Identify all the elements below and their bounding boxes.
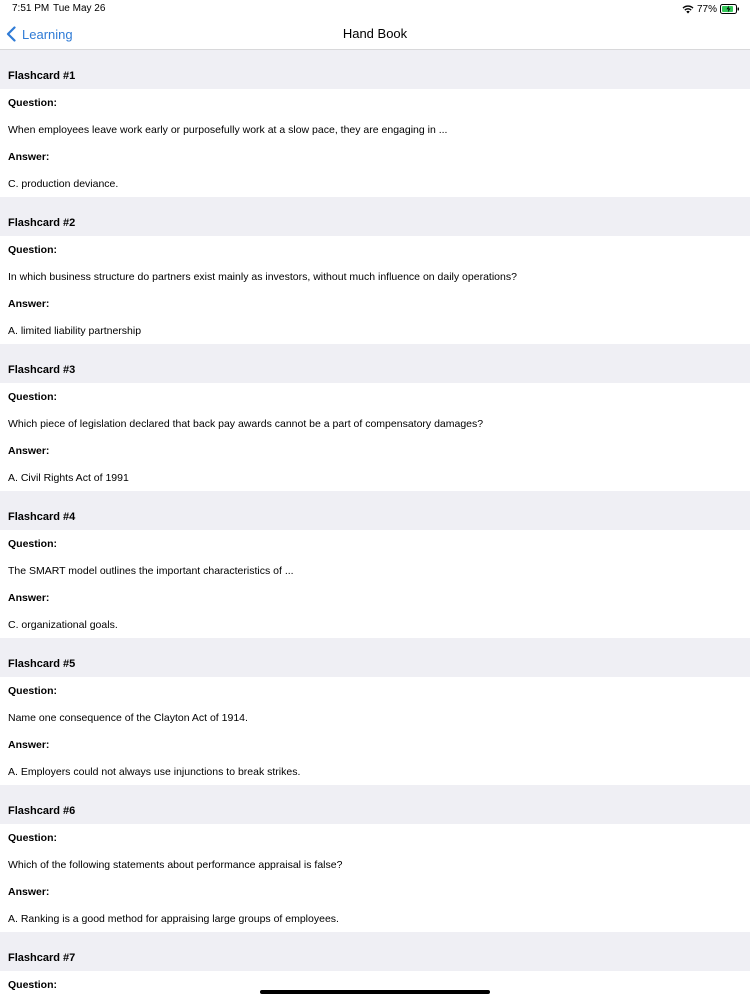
question-text: When employees leave work early or purposefully work at a slow pace, they are engaging in ... xyxy=(8,124,448,136)
answer-text: C. organizational goals. xyxy=(8,619,118,631)
answer-label: Answer: xyxy=(8,445,50,457)
question-label: Question: xyxy=(8,832,57,844)
back-button-label: Learning xyxy=(22,26,73,42)
navigation-bar xyxy=(0,18,750,50)
question-label: Question: xyxy=(8,685,57,697)
question-text: The SMART model outlines the important characteristics of ... xyxy=(8,565,294,577)
flashcard-header xyxy=(0,491,750,530)
flashcard-title: Flashcard #5 xyxy=(8,658,76,670)
question-label: Question: xyxy=(8,391,57,403)
answer-label: Answer: xyxy=(8,886,50,898)
battery-charging-icon xyxy=(720,4,740,14)
answer-label: Answer: xyxy=(8,298,50,310)
question-text: In which business structure do partners exist mainly as investors, without much influence on daily operations? xyxy=(8,271,517,283)
question-row xyxy=(0,704,750,731)
answer-row xyxy=(0,464,750,491)
home-indicator[interactable] xyxy=(260,990,490,994)
status-date: Tue May 26 xyxy=(53,3,106,14)
question-row xyxy=(0,851,750,878)
answer-label-row xyxy=(0,584,750,611)
wifi-icon xyxy=(682,4,694,14)
question-label-row xyxy=(0,530,750,557)
question-row xyxy=(0,116,750,143)
flashcard-header xyxy=(0,785,750,824)
flashcard-header xyxy=(0,50,750,89)
answer-text: A. limited liability partnership xyxy=(8,325,142,337)
answer-row xyxy=(0,758,750,785)
question-row xyxy=(0,557,750,584)
flashcard-header xyxy=(0,197,750,236)
flashcard xyxy=(0,785,750,932)
question-text: Which piece of legislation declared that back pay awards cannot be a part of compensatory damages? xyxy=(8,418,484,430)
answer-text: A. Ranking is a good method for appraising large groups of employees. xyxy=(8,913,339,925)
flashcard-header xyxy=(0,932,750,971)
answer-row xyxy=(0,611,750,638)
answer-label-row xyxy=(0,290,750,317)
question-label-row xyxy=(0,677,750,704)
flashcard xyxy=(0,197,750,344)
flashcard-header xyxy=(0,344,750,383)
answer-row xyxy=(0,317,750,344)
flashcard-title: Flashcard #2 xyxy=(8,217,76,229)
flashcard xyxy=(0,491,750,638)
question-text: Name one consequence of the Clayton Act of 1914. xyxy=(8,712,248,724)
question-label: Question: xyxy=(8,979,57,991)
question-label: Question: xyxy=(8,244,57,256)
question-row xyxy=(0,410,750,437)
answer-label-row xyxy=(0,437,750,464)
answer-row xyxy=(0,170,750,197)
answer-label-row xyxy=(0,731,750,758)
status-indicators xyxy=(682,2,740,16)
answer-text: C. production deviance. xyxy=(8,178,119,190)
question-label-row xyxy=(0,89,750,116)
question-row xyxy=(0,263,750,290)
answer-label: Answer: xyxy=(8,592,50,604)
answer-text: A. Civil Rights Act of 1991 xyxy=(8,472,129,484)
flashcard-list[interactable] xyxy=(0,50,750,998)
status-bar xyxy=(0,0,750,18)
flashcard-title: Flashcard #6 xyxy=(8,805,76,817)
flashcard xyxy=(0,638,750,785)
battery-percent: 77% xyxy=(696,3,717,15)
page-title: Hand Book xyxy=(342,26,408,41)
question-label-row xyxy=(0,824,750,851)
answer-label-row xyxy=(0,143,750,170)
answer-row xyxy=(0,905,750,932)
question-label-row xyxy=(0,236,750,263)
answer-label: Answer: xyxy=(8,739,50,751)
flashcard-title: Flashcard #4 xyxy=(8,511,76,523)
flashcard-title: Flashcard #3 xyxy=(8,364,76,376)
answer-label-row xyxy=(0,878,750,905)
answer-text: A. Employers could not always use injunctions to break strikes. xyxy=(8,766,301,778)
question-label: Question: xyxy=(8,97,57,109)
flashcard xyxy=(0,344,750,491)
flashcard-header xyxy=(0,638,750,677)
question-label-row xyxy=(0,383,750,410)
answer-label: Answer: xyxy=(8,151,50,163)
flashcard-title: Flashcard #7 xyxy=(8,952,76,964)
question-text: Which of the following statements about performance appraisal is false? xyxy=(8,859,343,871)
flashcard xyxy=(0,932,750,998)
status-time: 7:51 PM xyxy=(12,3,50,14)
flashcard xyxy=(0,50,750,197)
flashcard-title: Flashcard #1 xyxy=(8,70,76,82)
question-label: Question: xyxy=(8,538,57,550)
